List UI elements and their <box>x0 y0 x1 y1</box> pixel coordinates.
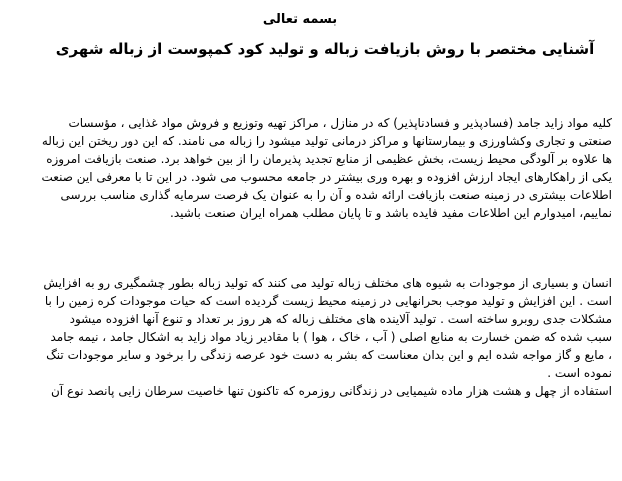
text-line: یکی از راهکارهای ایجاد ارزش افزوده و بهره وری بیشتر در جامعه محسوب می شود. در این تا با معرفی این صنعت <box>41 170 612 184</box>
text-line: است . این افزایش و تولید موجب بحرانهایی در زمینه محیط زیست گردیده است که حیات موجودات کره زمین را با <box>44 294 612 308</box>
text-line: ها علاوه بر آلودگی محیط زیست، بخش عظیمی از منابع تجدید پذیرمان را از بین خواهد برد. صنعت بازیافت امروزه <box>46 152 612 166</box>
text-line: اطلاعات بیشتری در زمینه صنعت بازیافت ارائه شده و آن را به عنوان یک فرصت سرمایه گذاری مناسب بررسی <box>60 188 612 202</box>
text-line: استفاده از چهل و هشت هزار ماده شیمیایی در زندگانی روزمره که تاکنون تنها خاصیت سرطان زایی پانصد نوع آن <box>50 384 612 398</box>
text-line: کلیه مواد زاید جامد (فسادپذیر و فسادناپذیر) که در منازل ، مراکز تهیه وتوزیع و فروش مواد غذایی ، مؤسسات <box>68 116 612 130</box>
paragraph-intro <box>8 114 612 222</box>
text-line: سبب شده که ضمن خسارت به منابع اصلی ( آب ، خاک ، هوا ) با مقادیر زیاد مواد زاید به اشکال جامد ، نیمه جامد <box>50 330 612 344</box>
document-title: آشنایی مختصر با روش بازیافت زباله و تولید کود کمپوست از زباله شهری <box>55 40 595 58</box>
text-line: نماییم، امیدوارم این اطلاعات مفید فایده باشد و تا پایان مطلب همراه ایران صنعت باشید. <box>170 206 612 220</box>
text-line: ، مایع و گاز مواجه شده ایم و این بدان معناست که بشر به دست خود عرصه زندگی را برخود و سایر موجودات تنگ <box>46 348 612 362</box>
text-line: نموده است . <box>547 366 612 380</box>
text-line: انسان و بسیاری از موجودات به شیوه های مختلف زباله تولید می کنند که تولید زباله بطور چشمگیری رو به افزایش <box>43 276 612 290</box>
paragraph-environment <box>8 274 612 400</box>
basmala-heading: بسمه تعالی <box>262 12 338 27</box>
text-line: مشکلات جدی روبرو ساخته است . تولید آلاینده های مختلف زباله که هر روز بر تعداد و تنوع آنها افزوده میشود <box>69 312 612 326</box>
text-line: صنعتی و تجاری وکشاورزی و بیمارستانها و مراکز درمانی تولید میشود را زباله می نامند. که این دور ریختن این زباله <box>41 134 612 148</box>
